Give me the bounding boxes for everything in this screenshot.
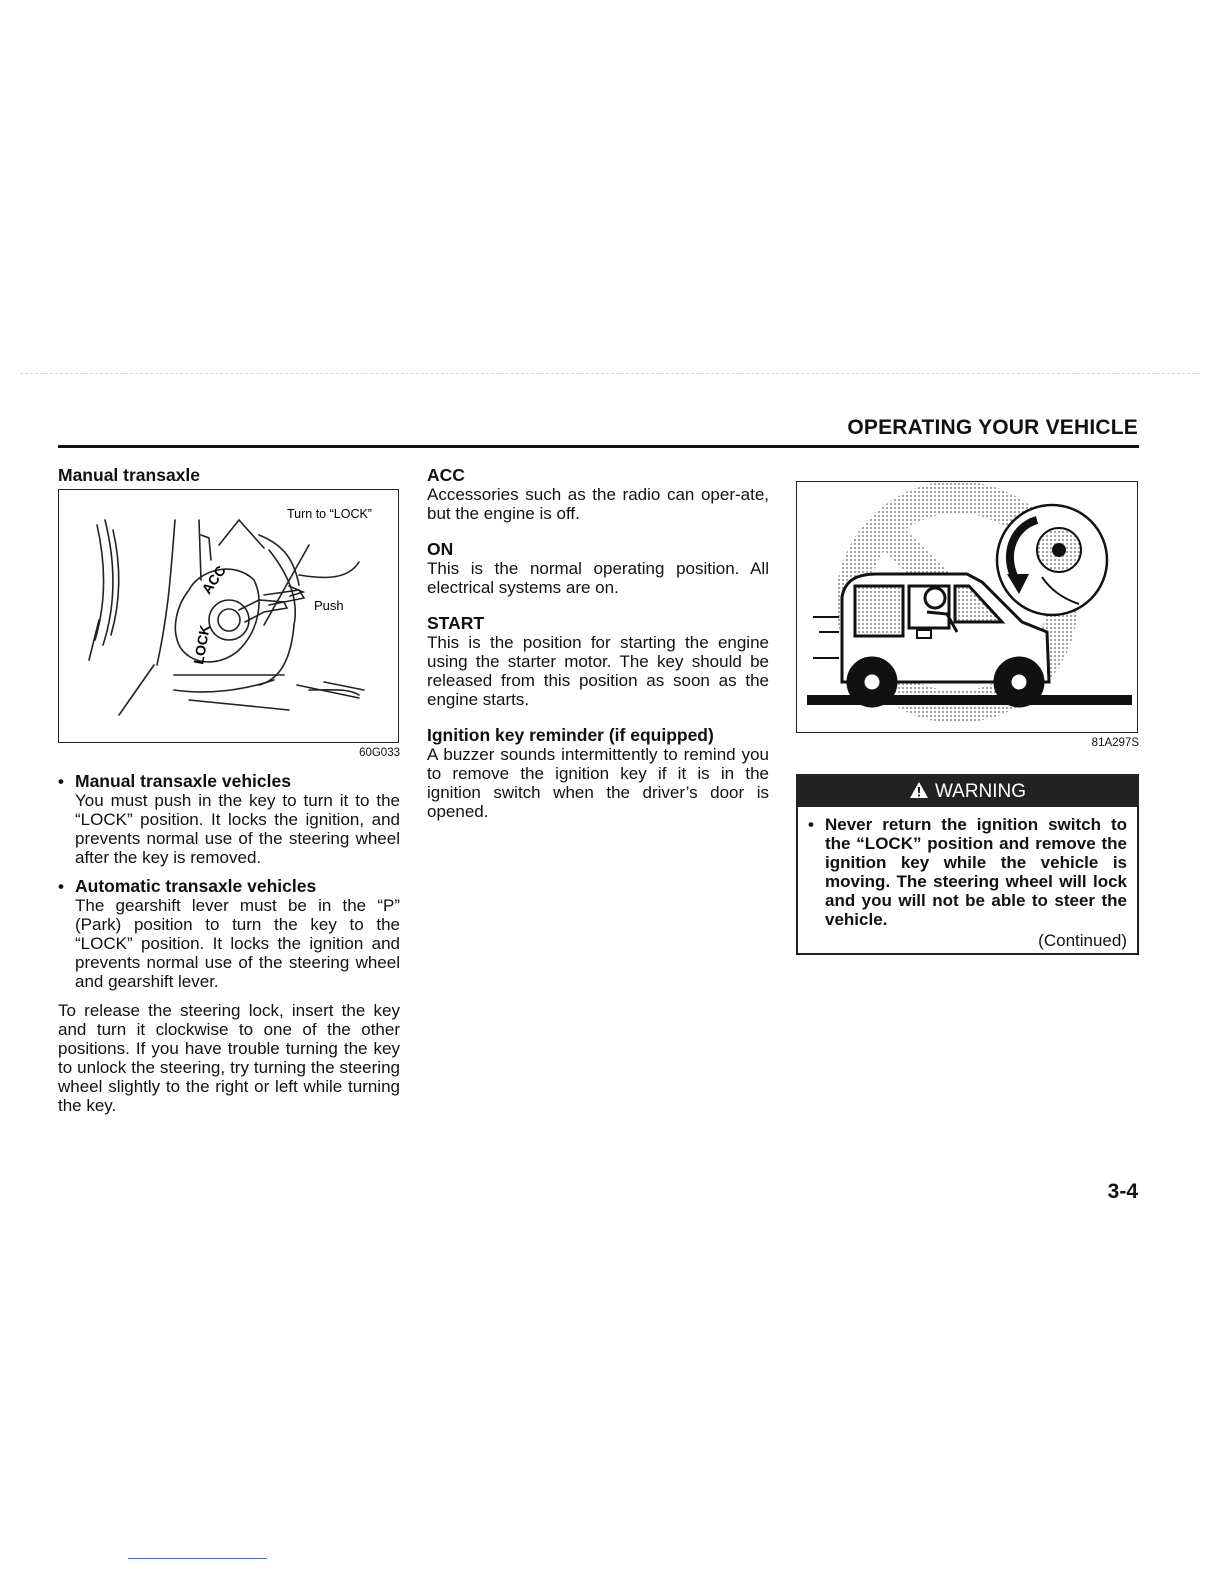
manual-vehicles-heading: • Manual transaxle vehicles: [75, 771, 291, 791]
left-column: [58, 466, 400, 1115]
no-key-removal-illustration: [797, 482, 1137, 732]
key-reminder-text: A buzzer sounds intermittently to remind you to remove the ignition key if it is in the ignition switch when the driver’s door is opened.: [427, 745, 769, 821]
automatic-vehicles-heading: • Automatic transaxle vehicles: [75, 876, 317, 896]
warning-box: [796, 774, 1139, 955]
figure-code: 60G033: [359, 747, 400, 759]
warning-header: [798, 776, 1137, 807]
warning-title: WARNING: [934, 781, 1027, 802]
warning-item: • Never return the ignition switch to the “LOCK” position and remove the ignition key while the vehicle is moving. The steering wheel will lock and you will not be able to steer the vehicle.: [808, 815, 1127, 929]
ignition-key-figure: [58, 489, 399, 743]
turn-to-lock-label: Turn to “LOCK”: [287, 507, 372, 521]
acc-position-label: ACC: [198, 562, 229, 597]
acc-text: Accessories such as the radio can oper-ate, but the engine is off.: [427, 485, 769, 523]
road-surface: [807, 695, 1132, 705]
footer-rule: [128, 1558, 267, 1559]
header-rule: [58, 445, 1139, 448]
section-title: OPERATING YOUR VEHICLE: [847, 416, 1138, 439]
automatic-vehicles-text: The gearshift lever must be in the “P” (Park) position to turn the key to the “LOCK” position. It locks the ignition and prevents normal use of the steering wheel and gearshift lever.: [75, 896, 400, 991]
acc-section: [427, 466, 769, 523]
figure-code: 81A297S: [1091, 737, 1139, 749]
right-column: [796, 481, 1139, 955]
warning-body: [798, 807, 1137, 953]
ignition-switch-illustration: [59, 490, 398, 742]
push-label: Push: [314, 598, 344, 613]
on-section: [427, 540, 769, 597]
manual-transaxle-heading: Manual transaxle: [58, 465, 200, 485]
list-item: [58, 877, 400, 991]
manual-vehicles-text: You must push in the key to turn it to the “LOCK” position. It locks the ignition, and prevents normal use of the steering wheel after the key is removed.: [75, 791, 400, 867]
on-heading: ON: [427, 539, 454, 559]
list-item: [58, 772, 400, 867]
vehicle-warning-figure: [796, 481, 1138, 733]
key-reminder-section: [427, 726, 769, 821]
key-turning-inset: [997, 505, 1107, 615]
middle-column: [427, 466, 769, 838]
warning-triangle-icon: [909, 781, 929, 799]
page-number: 3-4: [1107, 1180, 1138, 1203]
start-heading: START: [427, 613, 485, 633]
on-text: This is the normal operating position. All electrical systems are on.: [427, 559, 769, 597]
key-reminder-heading: Ignition key reminder (if equipped): [427, 725, 714, 745]
lock-position-label: LOCK: [190, 623, 213, 666]
transaxle-list: [58, 772, 400, 991]
continued-label: (Continued): [1038, 931, 1127, 950]
start-section: [427, 614, 769, 709]
start-text: This is the position for starting the engine using the starter motor. The key should be released from this position as soon as the engine starts.: [427, 633, 769, 709]
acc-heading: ACC: [427, 465, 465, 485]
steering-lock-paragraph: To release the steering lock, insert the key and turn it clockwise to one of the other positions. If you have trouble turning the key to unlock the steering, try turning the steering wheel slightly to the right or left while turning the key.: [58, 1001, 400, 1115]
scan-artifact-line: [20, 373, 1200, 375]
